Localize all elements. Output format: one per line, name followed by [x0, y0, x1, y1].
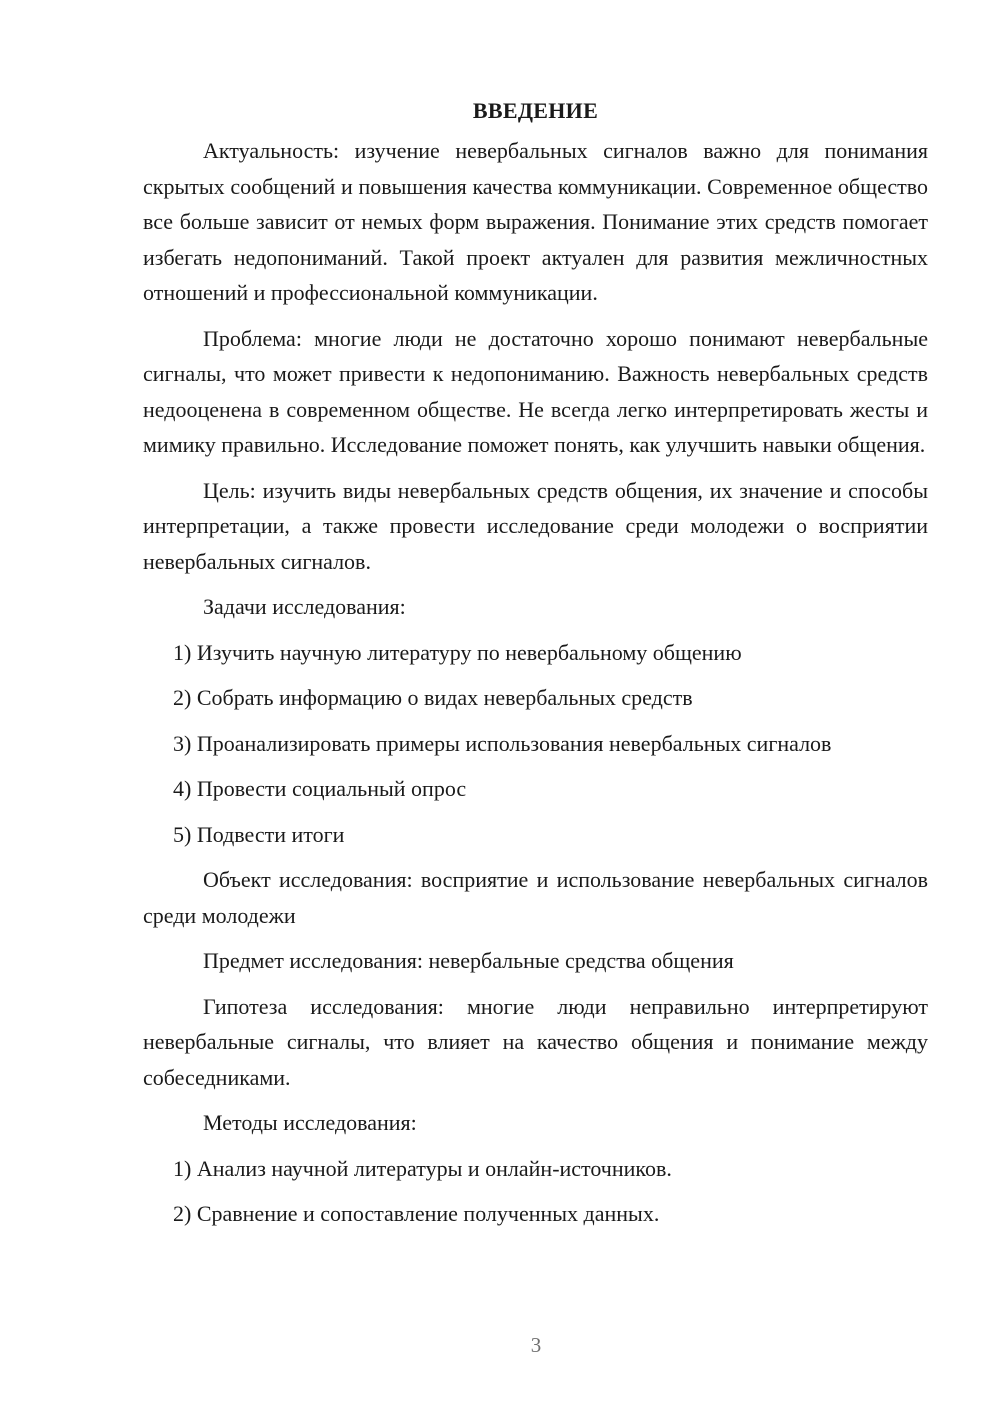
- problem-paragraph: Проблема: многие люди не достаточно хорошо понимают невербальные сигналы, что может привести к недопониманию. Важность невербальных средств недооценена в современном обществе. Не всегда легко интерпретировать жесты и мимику правильно. Исследование поможет понять, как улучшить навыки общения.: [143, 325, 928, 457]
- tasks-list: [143, 635, 928, 853]
- methods-title: Методы исследования:: [203, 1110, 417, 1135]
- object-paragraph: Объект исследования: восприятие и использование невербальных сигналов среди молодежи: [143, 867, 928, 928]
- document-page: [143, 93, 928, 1242]
- task-item: 4) Провести социальный опрос: [173, 776, 467, 801]
- tasks-title: Задачи исследования:: [203, 594, 406, 619]
- hypothesis-paragraph: Гипотеза исследования: многие люди неправильно интерпретируют невербальные сигналы, что влияет на качество общения и понимание между собеседниками.: [143, 993, 928, 1090]
- methods-list: [143, 1151, 928, 1232]
- method-item: 1) Анализ научной литературы и онлайн-источников.: [173, 1155, 672, 1181]
- method-item: 2) Сравнение и сопоставление полученных данных.: [173, 1201, 660, 1226]
- subject-paragraph: Предмет исследования: невербальные средства общения: [203, 948, 734, 973]
- page-number: 3: [530, 1333, 542, 1357]
- task-item: 5) Подвести итоги: [173, 821, 345, 847]
- task-item: 3) Проанализировать примеры использования невербальных сигналов: [173, 730, 832, 756]
- relevance-paragraph: Актуальность: изучение невербальных сигналов важно для понимания скрытых сообщений и повышения качества коммуникации. Современное общество все больше зависит от немых форм выражения. Понимание этих средств помогает избегать недопониманий. Такой проект актуален для развития межличностных отношений и профессиональной коммуникации.: [143, 138, 928, 305]
- task-item: 1) Изучить научную литературу по невербальному общению: [173, 639, 742, 665]
- section-heading: ВВЕДЕНИЕ: [472, 98, 599, 123]
- task-item: 2) Собрать информацию о видах невербальных средств: [173, 685, 693, 710]
- goal-paragraph: Цель: изучить виды невербальных средств общения, их значение и способы интерпретации, а также провести исследование среди молодежи о восприятии невербальных сигналов.: [143, 477, 928, 574]
